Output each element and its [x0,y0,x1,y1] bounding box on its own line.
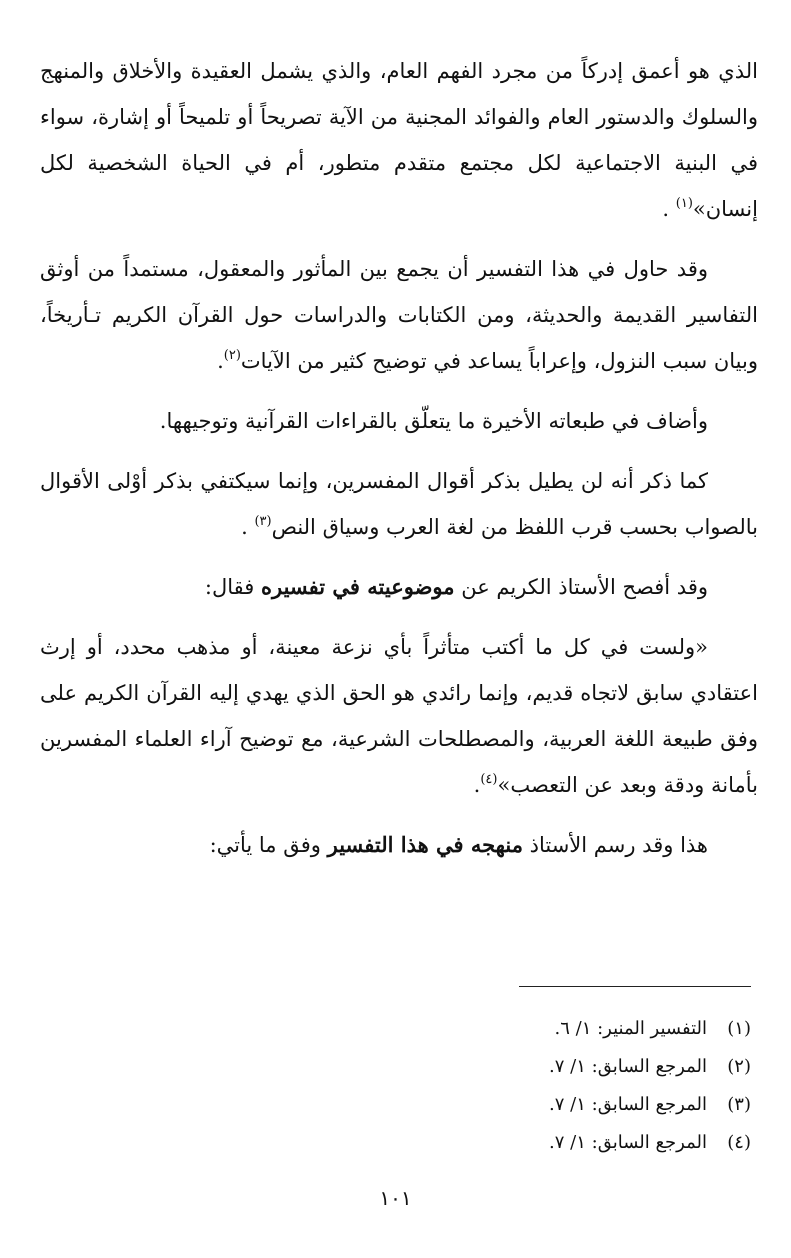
footnote-number: (٤) [727,1132,751,1153]
paragraph-text: كما ذكر أنه لن يطيل بذكر أقوال المفسرين، وإنما سيكتفي بذكر أوْلى الأقوال بالصواب بحسب قرب اللفظ من لغة العرب وسياق النص [40,469,758,539]
paragraph-method [40,246,758,384]
footnote-number: (١) [727,1018,751,1039]
footnote-separator [519,986,751,987]
footnotes [251,1010,751,1162]
paragraph-end: . [473,773,481,797]
page-body [40,48,758,868]
footnote-item [251,1124,751,1162]
footnote-text: المرجع السابق: ١/ ٧. [549,1056,707,1077]
paragraph-methodology [40,822,758,868]
paragraph-text-tail: وفق ما يأتي: [209,833,328,857]
paragraph-end: . [662,197,676,221]
footnote-ref[interactable]: (٢) [223,348,241,363]
paragraph-text: الذي هو أعمق إدركاً من مجرد الفهم العام، والذي يشمل العقيدة والأخلاق والمنهج والسلوك والدستور العام والفوائد المجنية من الآية تصريحاً أو تلميحاً أو إشارة، سواء في البنية الاجتماعية لكل مجتمع متقدم متطور، أم في الحياة الشخصية لكل إنسان» [40,59,758,221]
footnote-ref[interactable]: (٣) [254,514,272,529]
footnote-number: (٢) [727,1056,751,1077]
footnote-text: التفسير المنير: ١/ ٦. [554,1018,707,1039]
footnote-ref[interactable]: (١) [675,196,693,211]
footnote-ref[interactable]: (٤) [480,772,498,787]
paragraph-text: «ولست في كل ما أكتب متأثراً بأي نزعة معينة، أو مذهب محدد، أو إرث اعتقادي سابق لاتجاه قديم، وإنما رائدي هو الحق الذي يهدي إليه القرآن الكريم على وفق طبيعة اللغة العربية، والمصطلحات الشرعية، مع توضيح آراء العلماء المفسرين بأمانة ودقة وبعد عن التعصب» [40,635,758,797]
paragraph-text: وأضاف في طبعاته الأخيرة ما يتعلّق بالقراءات القرآنية وتوجيهها. [159,409,708,433]
footnote-text: المرجع السابق: ١/ ٧. [549,1094,707,1115]
paragraph-text: وقد حاول في هذا التفسير أن يجمع بين المأثور والمعقول، مستمداً من أوثق التفاسير القديمة والحديثة، ومن الكتابات والدراسات حول القرآن الكريم تـأريخاً، وبيان سبب النزول، وإعراباً يساعد في توضيح كثير من الآيات [40,257,758,373]
paragraph-readings [40,398,758,444]
footnote-item [251,1048,751,1086]
paragraph-exegetes [40,458,758,550]
paragraph-text-tail: فقال: [204,575,261,599]
footnote-item [251,1086,751,1124]
paragraph-objectivity [40,564,758,610]
paragraph-end: . [241,515,255,539]
footnote-number: (٣) [727,1094,751,1115]
page-number: ١٠١ [379,1186,412,1210]
paragraph-end: . [217,349,224,373]
paragraph-quote-end [40,48,758,232]
paragraph-bold-text: منهجه في هذا التفسير [327,832,523,857]
footnote-text: المرجع السابق: ١/ ٧. [549,1132,707,1153]
paragraph-bold-text: موضوعيته في تفسيره [260,574,455,599]
footnote-item [251,1010,751,1048]
paragraph-text: وقد أفصح الأستاذ الكريم عن [454,575,708,599]
paragraph-quote [40,624,758,808]
paragraph-text: هذا وقد رسم الأستاذ [522,833,708,857]
